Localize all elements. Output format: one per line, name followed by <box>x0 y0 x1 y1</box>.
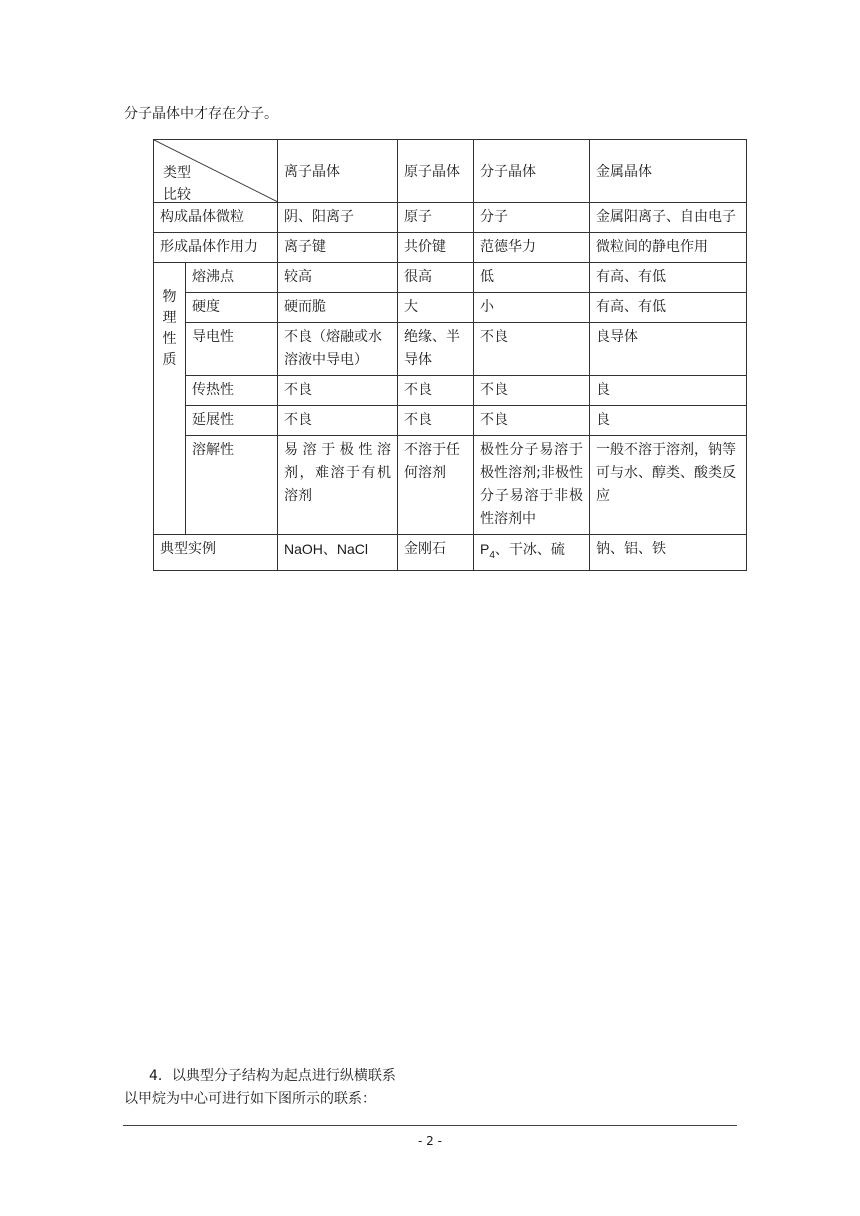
table-cell: 钠、铝、铁 <box>590 535 747 571</box>
table-cell: 不良 <box>398 376 474 406</box>
table-cell: 易溶于极性溶剂，难溶于有机溶剂 <box>278 436 398 535</box>
table-cell: 较高 <box>278 263 398 293</box>
group-char: 性 <box>162 331 177 347</box>
table-cell: 分子 <box>474 203 590 233</box>
header-molecular: 分子晶体 <box>474 140 590 203</box>
table-cell: 范德华力 <box>474 233 590 263</box>
table-cell: 原子 <box>398 203 474 233</box>
formula-rest: 、干冰、硫 <box>494 542 565 558</box>
header-atomic: 原子晶体 <box>398 140 474 203</box>
table-cell: 大 <box>398 293 474 323</box>
table-cell: 不良 <box>278 376 398 406</box>
table-row <box>154 203 747 233</box>
header-ionic: 离子晶体 <box>278 140 398 203</box>
section-4-text: 以甲烷为中心可进行如下图所示的联系： <box>124 1091 376 1107</box>
table-cell: 良 <box>590 376 747 406</box>
footer-divider <box>123 1125 737 1126</box>
table-cell: 很高 <box>398 263 474 293</box>
table-cell: 阴、阳离子 <box>278 203 398 233</box>
header-metallic: 金属晶体 <box>590 140 747 203</box>
table-row <box>154 293 747 323</box>
table-row <box>154 436 747 535</box>
group-char: 物 <box>162 289 177 305</box>
table-cell: 不溶于任何溶剂 <box>398 436 474 535</box>
corner-label-compare: 比较 <box>163 187 191 203</box>
page-number: - 2 - <box>418 1134 442 1148</box>
table-row <box>154 535 747 571</box>
table-cell: 有高、有低 <box>590 263 747 293</box>
table-cell: 不良 <box>278 406 398 436</box>
table-row <box>154 323 747 376</box>
table-cell: 低 <box>474 263 590 293</box>
table-row <box>154 233 747 263</box>
row-label: 熔沸点 <box>186 263 278 293</box>
group-char: 质 <box>162 352 177 368</box>
table-cell: 金属阳离子、自由电子 <box>590 203 747 233</box>
table-cell: 一般不溶于溶剂，钠等可与水、醇类、酸类反应 <box>590 436 747 535</box>
table-cell: 不良 <box>474 376 590 406</box>
row-label: 典型实例 <box>154 535 278 571</box>
table-cell: 不良 <box>398 406 474 436</box>
row-label: 硬度 <box>186 293 278 323</box>
table-cell: 良导体 <box>590 323 747 376</box>
table-cell: 绝缘、半导体 <box>398 323 474 376</box>
formula-subscript: 4 <box>489 549 495 561</box>
row-label: 构成晶体微粒 <box>154 203 278 233</box>
physical-properties-group-label <box>154 263 186 535</box>
formula-p: P <box>480 541 490 557</box>
intro-paragraph: 分子晶体中才存在分子。 <box>124 106 278 122</box>
row-label: 形成晶体作用力 <box>154 233 278 263</box>
table-cell <box>474 535 590 571</box>
table-cell: 不良 <box>474 323 590 376</box>
table-row <box>154 376 747 406</box>
section-4-heading: 4．以典型分子结构为起点进行纵横联系 <box>149 1068 396 1084</box>
table-cell: 微粒间的静电作用 <box>590 233 747 263</box>
diagonal-header-cell <box>154 140 278 203</box>
table-cell: 有高、有低 <box>590 293 747 323</box>
table-cell: NaOH、NaCl <box>278 535 398 571</box>
table-row <box>154 406 747 436</box>
table-cell: 硬而脆 <box>278 293 398 323</box>
row-label: 传热性 <box>186 376 278 406</box>
group-char: 理 <box>162 310 177 326</box>
table-cell: 极性分子易溶于极性溶剂;非极性分子易溶于非极性溶剂中 <box>474 436 590 535</box>
corner-label-type: 类型 <box>163 165 191 181</box>
table-cell: 小 <box>474 293 590 323</box>
row-label: 导电性 <box>186 323 278 376</box>
table-cell: 不良（熔融或水溶液中导电） <box>278 323 398 376</box>
crystal-comparison-table <box>153 139 747 571</box>
table-cell: 共价键 <box>398 233 474 263</box>
table-cell: 离子键 <box>278 233 398 263</box>
table-cell: 不良 <box>474 406 590 436</box>
row-label: 延展性 <box>186 406 278 436</box>
table-cell: 良 <box>590 406 747 436</box>
header-row <box>154 140 747 203</box>
row-label: 溶解性 <box>186 436 278 535</box>
table-row <box>154 263 747 293</box>
table-cell: 金刚石 <box>398 535 474 571</box>
